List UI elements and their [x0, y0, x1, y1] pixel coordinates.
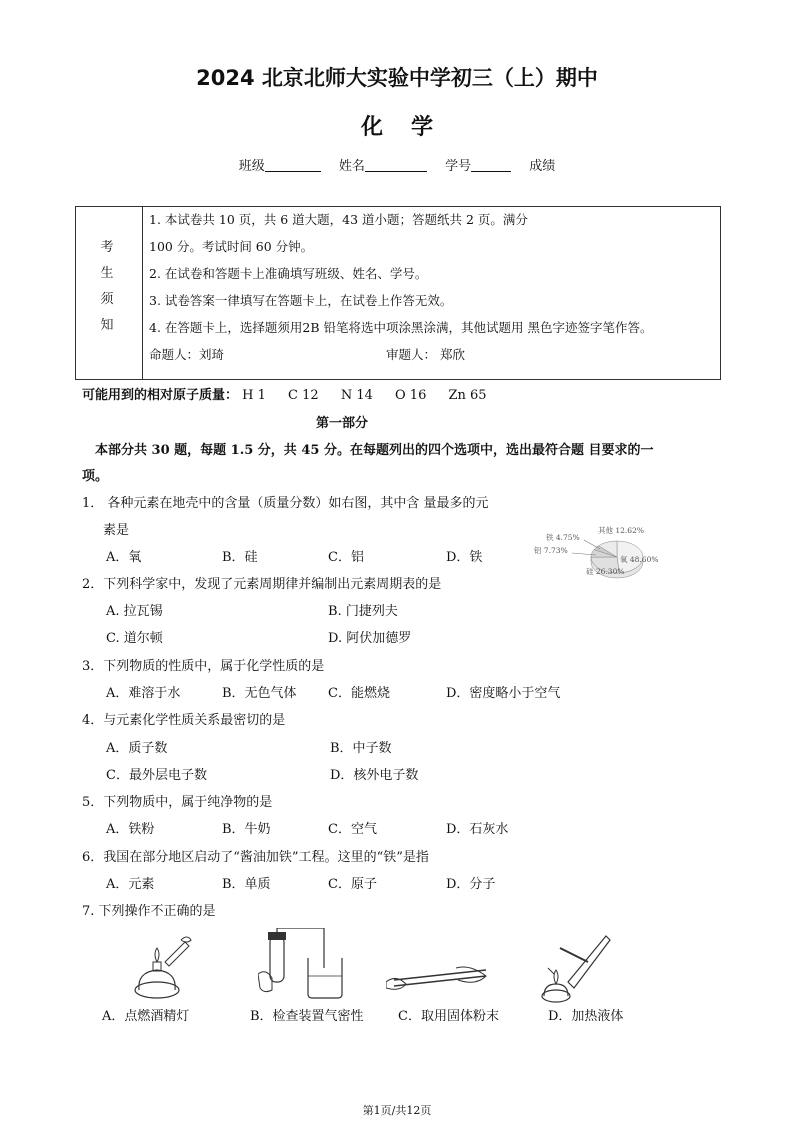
- question-stem: 5．下列物质中，属于纯净物的是: [82, 795, 273, 810]
- subject-title: 化学: [360, 114, 461, 140]
- notice-label-char: 须: [100, 292, 114, 307]
- section-title: 第一部分: [316, 416, 369, 431]
- notice-line: 1. 本试卷共 10 页，共 6 道大题，43 道小题；答题纸共 2 页。满分: [149, 212, 528, 227]
- pie-label-other: 其他 12.62%: [598, 526, 644, 535]
- option-c[interactable]: C. 道尔顿: [106, 631, 163, 646]
- option-a[interactable]: A．氧: [106, 550, 142, 565]
- question-stem: 2．下列科学家中，发现了元素周期律并编制出元素周期表的是: [82, 577, 442, 592]
- class-label: 班级: [238, 159, 265, 174]
- option-b[interactable]: B．硅: [222, 550, 258, 565]
- number-label: 学号: [445, 159, 472, 174]
- atomic-mass: N 14: [340, 388, 373, 403]
- option-d[interactable]: D．加热液体: [548, 1009, 624, 1024]
- notice-label: [99, 235, 115, 339]
- number-blank[interactable]: [471, 159, 511, 172]
- option-b[interactable]: B．单质: [222, 877, 271, 892]
- atomic-mass: O 16: [395, 388, 427, 403]
- option-d[interactable]: D．核外电子数: [330, 768, 419, 783]
- airtightness-check-illustration: [258, 928, 348, 1002]
- notice-label-cell: [76, 207, 143, 379]
- option-a[interactable]: A．元素: [106, 877, 155, 892]
- notice-label-char: 知: [100, 318, 114, 333]
- question-stem: 6．我国在部分地区启动了“酱油加铁”工程。这里的“铁”是指: [82, 850, 429, 865]
- solid-powder-illustration: [386, 960, 496, 996]
- atomic-masses-label: 可能用到的相对原子质量：: [82, 388, 239, 403]
- option-c[interactable]: C．取用固体粉末: [398, 1009, 499, 1024]
- pie-label-silicon: 硅 26.30%: [586, 567, 625, 576]
- option-b[interactable]: B．检查装置气密性: [250, 1009, 364, 1024]
- question-stem-cont: 素是: [103, 523, 130, 538]
- question-stem: 3．下列物质的性质中，属于化学性质的是: [82, 659, 325, 674]
- pie-label-aluminum: 铝 7.73%: [534, 546, 568, 555]
- atomic-masses: [82, 384, 487, 403]
- alcohol-lamp-lighting-illustration: [125, 932, 195, 1002]
- option-d[interactable]: D. 阿伏加德罗: [328, 631, 412, 646]
- question-stem: 7. 下列操作不正确的是: [82, 904, 216, 919]
- section-instruction: 本部分共 30 题，每题 1.5 分，共 45 分。在每题列出的四个选项中，选出最符合题 目要求的一: [95, 443, 654, 458]
- notice-line: 2. 在试卷和答题卡上准确填写班级、姓名、学号。: [149, 266, 428, 281]
- pie-svg: [532, 525, 662, 585]
- option-c[interactable]: C．原子: [328, 877, 377, 892]
- option-b[interactable]: B．牛奶: [222, 822, 271, 837]
- notice-line: 100 分。考试时间 60 分钟。: [149, 239, 314, 254]
- heating-liquid-illustration: [538, 928, 612, 1004]
- notice-line: 3. 试卷答案一律填写在答题卡上，在试卷上作答无效。: [149, 293, 453, 308]
- option-d[interactable]: D．铁: [446, 550, 483, 565]
- option-c[interactable]: C．空气: [328, 822, 377, 837]
- atomic-mass: C 12: [288, 388, 319, 403]
- option-d[interactable]: D．石灰水: [446, 822, 509, 837]
- reviewer-label: 审题人： 郑欣: [386, 347, 465, 362]
- pie-label-iron: 铁 4.75%: [546, 533, 580, 542]
- option-b[interactable]: B．中子数: [330, 741, 392, 756]
- crust-element-pie-chart: [532, 525, 662, 589]
- option-c[interactable]: C．最外层电子数: [106, 768, 207, 783]
- author-label: 命题人：刘琦: [149, 347, 225, 362]
- option-b[interactable]: B. 门捷列夫: [328, 604, 398, 619]
- notice-label-char: 考: [100, 240, 114, 255]
- option-b[interactable]: B．无色气体: [222, 686, 297, 701]
- question-stem: 4．与元素化学性质关系最密切的是: [82, 713, 286, 728]
- option-c[interactable]: C．能燃烧: [328, 686, 390, 701]
- option-a[interactable]: A．难溶于水: [106, 686, 181, 701]
- student-info-line: [0, 155, 794, 174]
- question-stem: 1． 各种元素在地壳中的含量（质量分数）如右图，其中含 量最多的元: [82, 496, 489, 511]
- option-a[interactable]: A. 拉瓦锡: [106, 604, 163, 619]
- class-blank[interactable]: [265, 159, 321, 172]
- exam-notice-box: [75, 206, 721, 380]
- score-label: 成绩: [529, 159, 556, 174]
- option-a[interactable]: A．铁粉: [106, 822, 155, 837]
- atomic-mass: Zn 65: [448, 388, 487, 403]
- notice-line: 4. 在答题卡上，选择题须用2B 铅笔将选中项涂黑涂满，其他试题用 黑色字迹签字笔作答。: [149, 320, 653, 335]
- option-c[interactable]: C．铝: [328, 550, 364, 565]
- page-footer: 第1页/共12页: [362, 1104, 432, 1117]
- option-a[interactable]: A．点燃酒精灯: [102, 1009, 190, 1024]
- option-d[interactable]: D．分子: [446, 877, 496, 892]
- atomic-mass: H 1: [242, 388, 266, 403]
- name-blank[interactable]: [365, 159, 427, 172]
- pie-leader-line: [584, 540, 600, 549]
- section-instruction-cont: 项。: [82, 469, 109, 484]
- option-d[interactable]: D．密度略小于空气: [446, 686, 561, 701]
- notice-label-char: 生: [100, 266, 114, 281]
- name-label: 姓名: [338, 159, 365, 174]
- exam-title: 2024 北京北师大实验中学初三（上）期中: [196, 66, 598, 90]
- pie-label-oxygen: 氧 48.60%: [620, 555, 659, 564]
- option-a[interactable]: A．质子数: [106, 741, 168, 756]
